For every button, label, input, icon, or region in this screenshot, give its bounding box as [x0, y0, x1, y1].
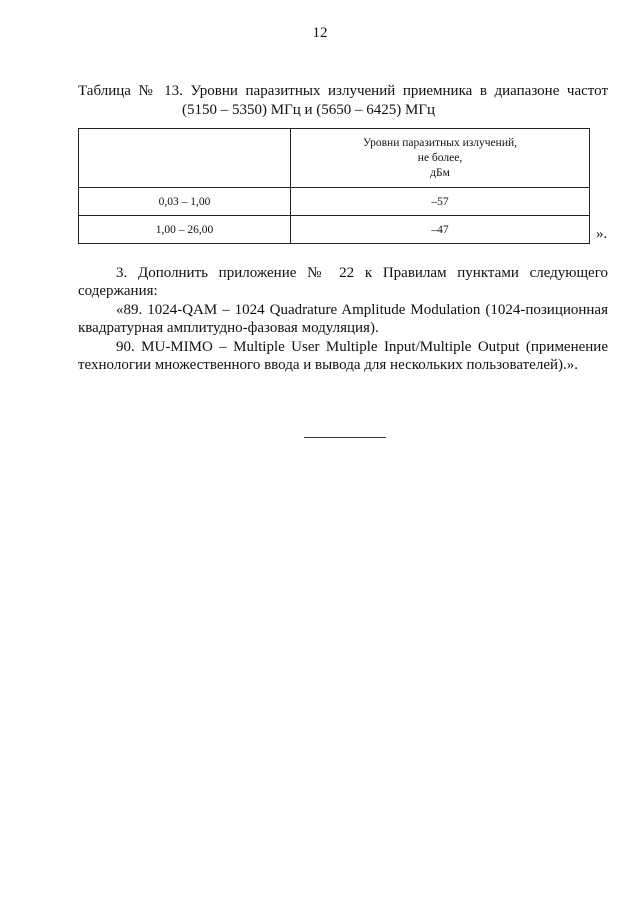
end-divider — [304, 437, 386, 438]
table-header-levels-line-1: Уровни паразитных излучений, — [363, 136, 517, 149]
table-header-levels-unit: дБм — [430, 166, 450, 179]
table-header-row — [79, 129, 590, 188]
spurious-emission-table — [78, 128, 590, 244]
table-caption-line-2: (5150 – 5350) МГц и (5650 – 6425) МГц — [182, 102, 436, 118]
table-header-levels — [291, 129, 590, 188]
table-header-levels-line-2: не более, — [417, 151, 463, 164]
table-caption-line-1: Таблица № 13. Уровни паразитных излучений приемника в диапазоне частот — [78, 83, 608, 99]
table-cell-level: –47 — [291, 216, 590, 244]
table-caption — [78, 82, 608, 120]
table-closing-mark: ». — [596, 226, 608, 242]
paragraph-item-89: «89. 1024-QAM – 1024 Quadrature Amplitude Modulation (1024-позиционная квадратурная амплитудно-фазовая модуляция). — [78, 302, 608, 336]
page-number: 12 — [312, 25, 328, 41]
paragraph-item-90: 90. MU-MIMO – Multiple User Multiple Input/Multiple Output (применение технологии множественного ввода и вывода для нескольких пользователей).». — [78, 339, 608, 373]
amendment-text — [78, 264, 608, 375]
table-row — [79, 188, 590, 216]
paragraph-item-3: 3. Дополнить приложение № 22 к Правилам пунктами следующего содержания: — [78, 265, 608, 299]
table-header-frequency — [79, 129, 291, 188]
table-cell-range: 1,00 – 26,00 — [79, 216, 291, 244]
table-cell-range: 0,03 – 1,00 — [79, 188, 291, 216]
table-cell-level: –57 — [291, 188, 590, 216]
table-row — [79, 216, 590, 244]
